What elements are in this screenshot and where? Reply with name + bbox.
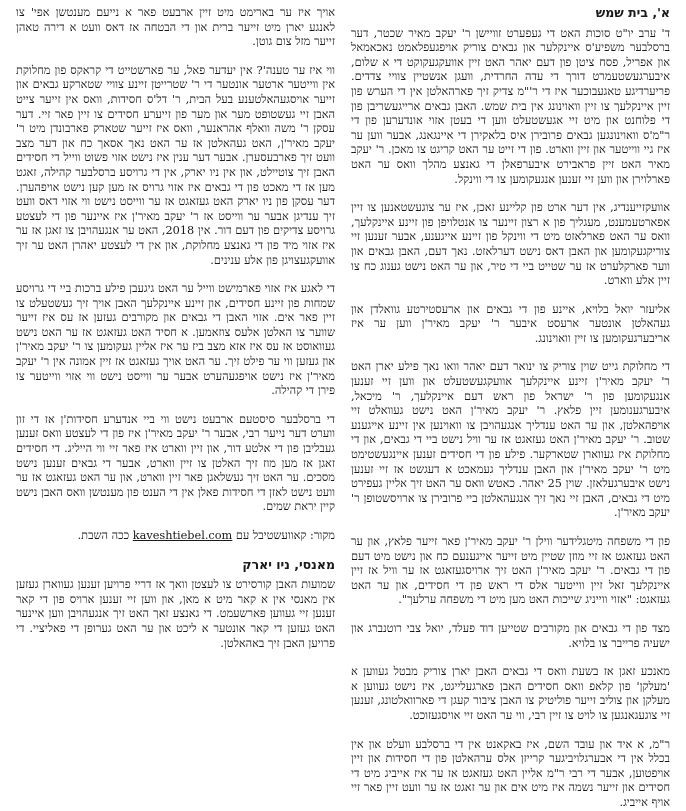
source-suffix: ככה השבת. [77,529,130,542]
article-paragraph: שמועות האבן קורסירט צו לעצטן וואך אז דריי פרויען זענען געווארן געזען אין מאנסי אין א קאר מיט א מאן, און ווען זיי זענען ארויס פון די קאר זענען זיי געווען פארשעמט. די גאנצע זאך האט זיך אנגעהויבן ווען איינער האט געזען די קאר אונטער א ליכט און ער האט גערופן די פאליציי. די פרויען האבן זיך באהאלטן. [16,578,335,650]
article-paragraph: אוועקזייענדיג, אין דער ארט פון קליינע זאכן, איז ער צוגעשטאנען צו זיין אפארטעמענט, מעגליך פון א רצון זיינער צו אנטלויפן פון זיינע איינקלעך, וואס ער האט פארלאזט מיט די ווינקל פון זיינע אייגענע, אבער זענען זיי צוריקגעקומען און האבן דאס נישט דערלאזט. נאך דעם, האבן גבאים און ווער פארקלערט אז ער שטייט ביי די טיר, און ער האט נישט גענוג כח צו זיין אלע ווארט. [351,201,670,288]
article-paragraph: מצד פון די גבאים און מקורבים שטייען דוד פעלד, יואל צבי רוטנברג און ישעיה פרייבר צו בלויא. [351,621,670,650]
source-link[interactable]: kaveshtiebel.com [132,529,233,542]
article-paragraph: די לאגע איז אזוי פארמישט ווייל ער האט גיגעבן פילע ברכות ביי די גרויסע שמחות פון זיינע חסידים, און זיינע איינקלעך האבן אויך זיך געשטעלט צו זיין פאר אים. אזוי האבן די גבאים און מקורבים געזען אז עס איז זייער שווער צו האלטן אלעס צוזאמען. א חסיד האט געזאגט אז ער האט נישט געוואוסט אז עס איז אזא מצב ביז ער איז אליין געקומען צו ר' יעקב מאיר'ן און געזען ווי ער פילט זיך. ער האט אויך געזאגט אז זיין אמונה אין ר' יעקב מאיר'ן איז נישט אויפגעהערט אבער ער ווייסט נישט ווי אזוי ווייטער צו פירן די קהילה. [16,282,335,398]
article-paragraph: ווי איז ער טענה'? אין יעדער פאל, ער פארשטייט די קראקס פון מחלוקת אין ווייטער ארטער אונטער די ר' שטרייטן זיינע צוויי שטארקע גבאים און זייער אויסגעהאלטענע בעל הבית, ר' דל'ס חסידות, וואס אין זייער צייט האבן זיי געשטופט מער און מער פון זייערע חסידים צו זיין פאר זיי. דער עסקן ר' משה וואלף אהראנער, וואס איז זייער שטארק פארבונדן מיט ר' יעקב מאיר'ן, האט געהאלטן אז ער האט נאך אסאך כח און דער מצב וועט זיך פארבעסערן. אבער דער ענין איז נישט אזוי פשוט ווייל די חסידים האבן זיך צוטיילט, און אין ניו יארק, אין די גרויסע ברסלבער קהילה, זאגט מען אז די מאכט פון די גבאים איז אזוי גרויס אז מען קען נישט אויפהערן. דער עסקן פון ניו יארק האט געזאגט אז ער ווייסט נישט ווי אזוי דאס וועט זיך ענדיגן אבער ער ווייסט אז ר' יעקב מאיר'ן איז איינער פון די לעצטע גרויסע צדיקים פון דעם דור. אין 2018, האט ער אנגעהויבן צו זאגן אז ער איז אזוי מיד פון די גאנצע מחלוקת, און אין די לעצטע יאהרן האט ער זיך אוועקגעצויגן פון אלע ענינים. [16,63,335,267]
section-heading-beit-shemesh: א', בית שמש [595,5,670,20]
article-paragraph: ד' ערב יו"ט סוכות האט די געפערט זוויישן ר' יעקב מאיר שכטר, דער ברסלבער משפיע'ס איינקלער און גבאים צוריק אויפגעפלאמט נאכאמאל און אפריל, פסח ציטן פון דעם יאהר האט זיין אוועקגעקוקט די א שלום, איבערגעשטעמרט דורך די עדה החרדית, וועגן אנשטיין צוויי צדדים. פריערדיגע טאגעבוכער איז די ר'"מ צדיק זיך פארהאלטן אין די הערש פון זיין איינקלעך צו זיין וואוינונג אין בית שמש. האבן גבאים ארייגעשריבן פון די פלוחנט און מיט זיי אגעשטעלט ווען די בעטן אזוי אונדערען פון די ר"מ'ס וואוינונגען גבאים פרובירן איס בלאקירן די איינגאנג, אבער ווען ער איז גיי ווייטער און זיין ווארט. פון די זייט ער האט קריגט צו מאכן. ר' יעקב מאיר האט זיין פראבירט איבערפאלן די גאנצע מהלך וואס ער האט פארלוירן און ווען זיי זענען אנגעקומען צו די ווינקל. [351,26,670,186]
article-paragraph: אליעזר יואל בלויא, איינע פון די גבאים און ארעסטירטע גוואלדן און געהאלטן אונטער ארעסט איבער ר' יעקב מאיר'ן ווען ער איז אריבערגעקומען צו זיין וואוינונג. [351,302,670,345]
article-paragraph: אויך איז ער בארימט מיט זיין ארבעט פאר א נייעם מענטשן אפי' צו לאנגע יארן מיט זייער ברית און די הבטחה אז דאס וועט א דירה טאהן זייער מזל צום גוטן. [16,6,335,49]
article-paragraph: מאנכע זאגן אז בשעת וואס די גבאים האבן יארן צוריק מבטל געווען א 'מעלקן' פון קלאפ וואס חסידים האבן פארגעלייגט, איז נישט געווען א מעלקן און צוליב זייער פוליטיק צו האבן ציבור קעגן די פארוואלטונג, זענען זיי צוגעגאנגען צו לויט צו זיין רבי, ווי ער האט זיי אויסגעזוכט. [351,665,670,722]
section-heading-monsey: מאנסי, ניו יארק [242,556,335,572]
article-paragraph: די מחלוקת גייט שוין צוריק צו ינואר דעם יאהר וואו נאך פילע יארן האט ר' יעקב מאיר'ן זיינע איינקלעך אוועקגעשטעלט און ווען זיי זענען אנגעקומען פון ר' ישראל פון ראש דעם איינקלעך, ר' מיכאל, איבערגענומען זיין פלאץ. ר' יעקב מאיר'ן האט נישט געוואלט זיי אויפהאלטן, און ער האט ענדליך אנגעהויבן צו וואוינען אין זיינע אייגענע שטוב. ר' יעקב מאיר'ן האט געזאגט אז ער וויל נישט ביי די גבאים, און די מחלוקת איז געווארן שטארקער. פילע פון די חסידים זענען איינגעשטימט מיט ר' יעקב מאיר'ן און האבן ענדליך געמאכט א דעגשט אז זיי זענען נישט איבערגעלאזן. שוין 25 יאהר. כאטש וואס ער האט זיך אליין געפירט מיט די גבאים, האבן זיי נאך זיך אנגעהאלטן ביי פרובירן צו ארויסשטופן ר' יעקב מאיר'ן. [351,360,670,520]
right-column [351,5,671,809]
article-paragraph: די ברסלבער סיסטעם ארבעט נישט ווי ביי אנדערע חסידות'ן אז די זון ווערט דער נייער רבי, אבער ר' יעקב מאיר'ן איז פון די לעצטע וואס זענען געבליבן פון די אלטע דור, און זיין ווארט איז פאר זיי ווי הייליג. די חסידים זאגן אז מען מוז זיך האלטן צו זיין ווארט, אבער די גבאים זענען נישט מסכים. ער האט זיך געשלאגן פאר זיין ווארט, און ער האט געזאגט אז ער וועט נישט לאזן די חסידות פאלן אין די הענט פון מענטשן וואס האבן נישט קיין יראת שמים. [16,412,335,514]
left-column [16,6,335,759]
article-paragraph: פון די משפחה מיטגלידער ווילן ר' יעקב מאיר'ן פאר זייער פלאץ, און ער האט געזאגט אז זיי מוזן שטיין מיט זייער אייגענעם כח און נישט מיט דעם פון די גבאים. ר' יעקב מאיר'ן האט זיך ארויסגעזאגט אז ער וויל אז זיין איינקלעך זאל זיין ווייטער אלס די ראש פון די חסידים, און ער האט געזאגט: "אזוי ווייניג שייכות האט מען מיט די משפחה ערלעך". [351,535,670,607]
article-paragraph: ר"מ, א איד און עובד השם, איז באקאנט אין די ברסלבע וועלט און אין בכלל אין די אבערגלויביגער קרייזן אלס ערהאלטן פון די חסידות און זיין אויפטוען, אבער די רבי ר"מ אליין האט געזאגט אז ער איז אייביג מיט די חסידים און זייער נשמה איז מיט אים און ער זאגט אז ער וועט זיין פאר זיי אויף אייביג. [351,737,671,809]
source-credit [16,529,335,544]
source-label: מקור: קאוועשטיבל עם [235,529,335,542]
article-columns [16,5,671,809]
